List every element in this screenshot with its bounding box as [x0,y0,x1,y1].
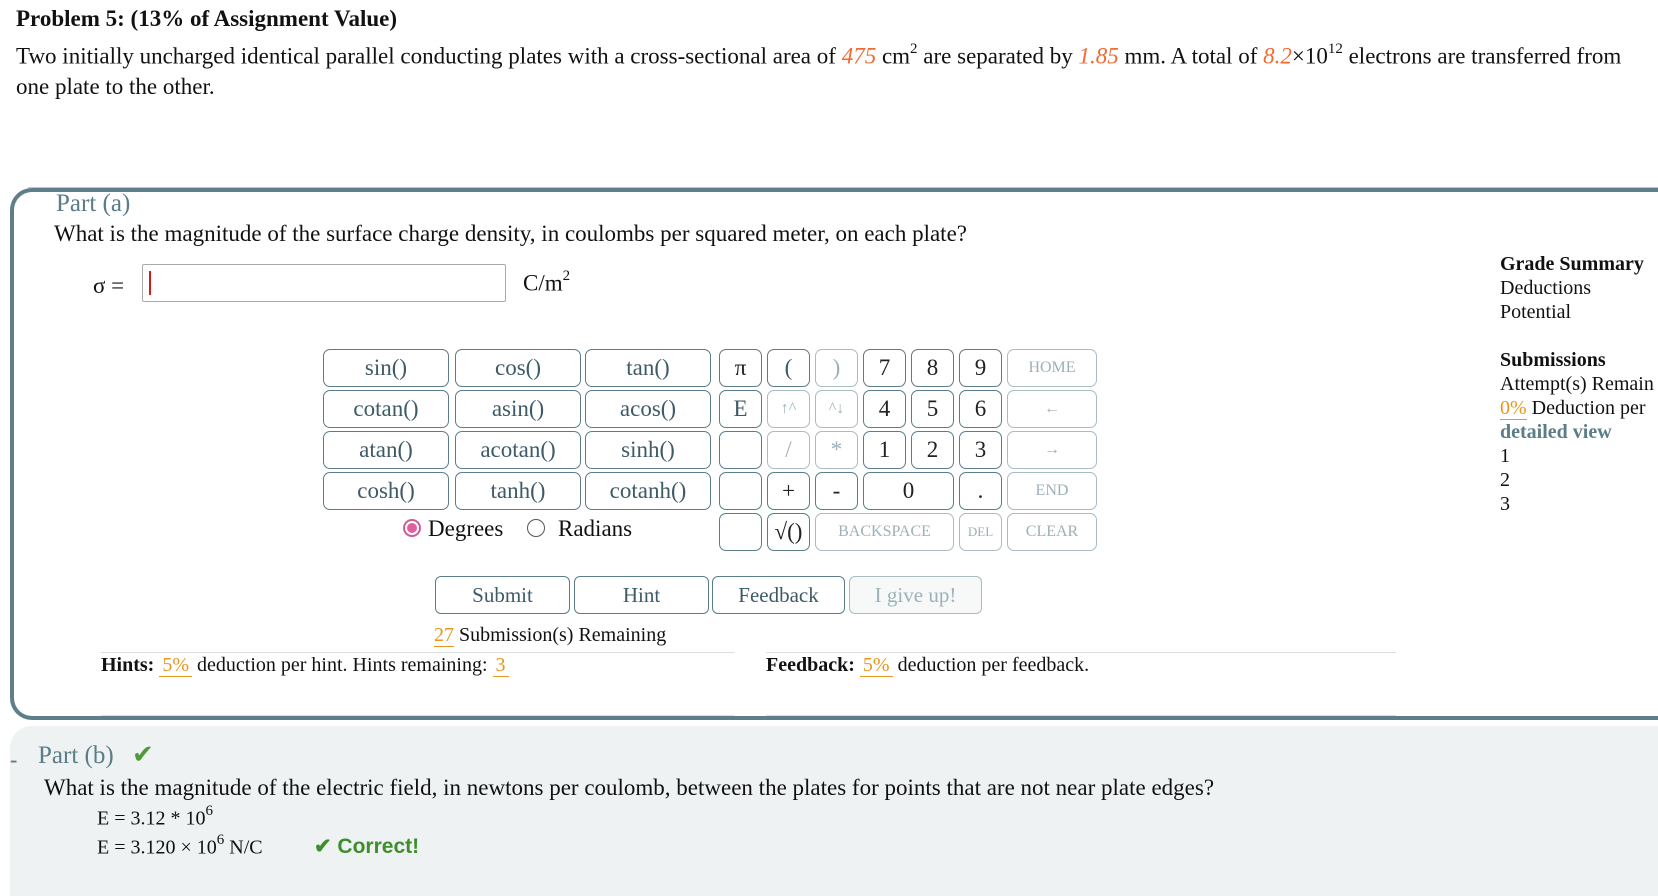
hints-rule [101,652,734,653]
attempts-remaining: Attempt(s) Remain [1500,373,1654,395]
key-left-arrow[interactable]: ← [1007,390,1097,428]
part-b-title: Part (b) [38,742,114,769]
radians-label: Radians [558,516,633,541]
key-0[interactable]: 0 [863,472,954,510]
unit-exponent: 2 [562,268,571,284]
part-a-title: Part (a) [56,190,131,217]
submission-item: 3 [1500,493,1510,515]
statement-text: Two initially uncharged identical parallel conducting plates with a cross-sectional area of [16,43,836,69]
key-acos[interactable]: acos() [585,390,711,428]
key-right-arrow[interactable]: → [1007,431,1097,469]
hints-text: deduction per hint. Hints remaining: [197,654,488,676]
problem-statement [16,36,1646,102]
feedback-rule [766,652,1396,653]
hints-rule-bottom [101,715,734,716]
submit-button[interactable]: Submit [435,576,570,614]
feedback-text: deduction per feedback. [897,654,1090,676]
feedback-info [766,654,1089,677]
entered-answer-exponent: 6 [205,803,213,819]
key-sqrt[interactable]: √() [767,513,810,551]
hints-label: Hints: [101,654,155,676]
hints-remaining: 3 [493,654,509,677]
submission-item: 2 [1500,469,1510,491]
collapse-toggle[interactable]: - [10,747,18,772]
submission-item: 1 [1500,445,1510,467]
part-a-question: What is the magnitude of the surface charge density, in coulombs per squared meter, on each plate? [54,221,967,246]
area-value: 475 [841,43,877,69]
electrons-times: ×10 [1291,43,1328,69]
correct-badge: ✔ Correct! [314,835,420,858]
key-4[interactable]: 4 [863,390,906,428]
key-asin[interactable]: asin() [455,390,581,428]
formatted-answer-text: E = 3.120 × 10 [97,836,217,859]
hints-info [101,654,509,677]
unit-text: C/m [523,270,563,296]
key-decimal[interactable]: . [959,472,1002,510]
area-unit: cm [881,43,911,69]
key-blank[interactable] [719,431,762,469]
key-9[interactable]: 9 [959,349,1002,387]
key-atan[interactable]: atan() [323,431,449,469]
hint-button[interactable]: Hint [574,576,709,614]
radians-radio[interactable] [527,519,545,537]
degrees-radio[interactable] [403,519,421,537]
feedback-rule-bottom [766,715,1396,716]
give-up-button[interactable]: I give up! [849,576,982,614]
degrees-label: Degrees [428,516,504,541]
separation-unit: mm. A total of [1124,43,1258,69]
key-cos[interactable]: cos() [455,349,581,387]
answer-unit: N/C [229,836,263,859]
key-cotanh[interactable]: cotanh() [585,472,711,510]
key-tanh[interactable]: tanh() [455,472,581,510]
text-cursor [149,271,151,295]
detailed-view-link[interactable]: detailed view [1500,421,1612,443]
feedback-button[interactable]: Feedback [712,576,845,614]
key-subscript[interactable]: ^↓ [815,390,858,428]
key-2[interactable]: 2 [911,431,954,469]
key-clear[interactable]: CLEAR [1007,513,1097,551]
key-5[interactable]: 5 [911,390,954,428]
key-cotan[interactable]: cotan() [323,390,449,428]
unit-label [523,270,570,297]
key-6[interactable]: 6 [959,390,1002,428]
submissions-count: 27 [434,624,454,646]
key-open-paren[interactable]: ( [767,349,810,387]
key-end[interactable]: END [1007,472,1097,510]
key-minus[interactable]: - [815,472,858,510]
key-sin[interactable]: sin() [323,349,449,387]
potential-label: Potential [1500,301,1572,323]
electrons-exponent: 12 [1327,41,1343,57]
key-superscript[interactable]: ↑^ [767,390,810,428]
area-exponent: 2 [910,41,918,57]
key-e[interactable]: E [719,390,762,428]
statement-text: are separated by [923,43,1073,69]
statement-text: electrons are transferred from one plate to the other. [16,43,1622,99]
key-del[interactable]: DEL [959,513,1002,551]
deduction-text: Deduction per [1531,397,1646,419]
problem-title: Problem 5: (13% of Assignment Value) [16,6,397,31]
key-7[interactable]: 7 [863,349,906,387]
key-8[interactable]: 8 [911,349,954,387]
key-sinh[interactable]: sinh() [585,431,711,469]
answer-input[interactable] [142,264,506,302]
key-acotan[interactable]: acotan() [455,431,581,469]
sigma-label: σ = [93,273,125,298]
entered-answer [97,805,213,831]
feedback-label: Feedback: [766,654,855,676]
formatted-answer [97,834,263,860]
key-blank[interactable] [719,472,762,510]
deduction-pct: 0% [1500,397,1527,419]
key-home[interactable]: HOME [1007,349,1097,387]
entered-answer-text: E = 3.12 * 10 [97,807,206,830]
key-blank[interactable] [719,513,762,551]
key-plus[interactable]: + [767,472,810,510]
key-3[interactable]: 3 [959,431,1002,469]
check-icon: ✔ [132,740,154,769]
submissions-title: Submissions [1500,349,1606,371]
submissions-remaining [434,624,666,647]
key-close-paren[interactable]: ) [815,349,858,387]
electrons-value: 8.2 [1263,43,1292,69]
submissions-label: Submission(s) Remaining [459,624,667,646]
part-b-question: What is the magnitude of the electric field, in newtons per coulomb, between the plates for points that are not near plate edges? [44,775,1215,800]
key-tan[interactable]: tan() [585,349,711,387]
key-multiply[interactable]: * [815,431,858,469]
hints-pct: 5% [159,654,192,677]
key-divide[interactable]: / [767,431,810,469]
key-cosh[interactable]: cosh() [323,472,449,510]
feedback-pct: 5% [860,654,893,677]
part-b-panel [10,726,1658,896]
separation-value: 1.85 [1078,43,1119,69]
deductions-label: Deductions [1500,277,1592,299]
key-1[interactable]: 1 [863,431,906,469]
grade-summary-title: Grade Summary [1500,253,1644,275]
formatted-answer-exponent: 6 [216,832,225,848]
key-pi[interactable]: π [719,349,762,387]
grade-summary [1500,252,1654,516]
key-backspace[interactable]: BACKSPACE [815,513,954,551]
